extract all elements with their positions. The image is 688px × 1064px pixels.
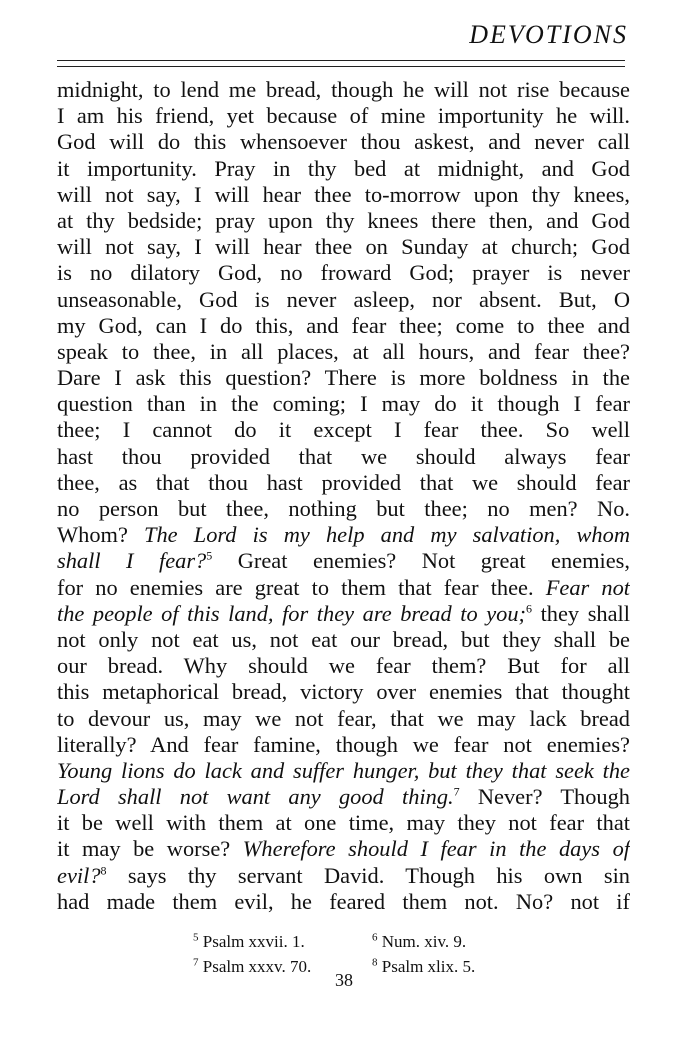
text-segment: speak to thee, in all places, at all hours, and fear thee? [57,338,630,364]
text-line [57,313,630,339]
footnote-8-mark: 8 [372,956,378,969]
text-line [57,129,630,155]
footnote-7-text: Psalm xxxv. 70. [198,957,312,976]
text-segment: they shall [532,600,630,626]
text-segment: God will do this whensoever thou askest, and never call [57,129,630,155]
text-line [57,627,630,653]
text-segment: thee, as that thou hast provided that we should fear [57,469,630,495]
text-line [57,889,630,915]
text-segment: will not say, I will hear thee to-morrow upon thy knees, [57,181,630,207]
text-line [57,339,630,365]
text-line [57,156,630,182]
text-segment: my God, can I do this, and fear thee; come to thee and [57,312,630,338]
text-segment: not only not eat us, not eat our bread, but they shall be [57,626,630,652]
footnote-5-mark: 5 [193,931,199,944]
footnote-6-mark: 6 [372,931,378,944]
text-line [57,601,630,627]
text-line [57,836,630,862]
footnote-reference: 5 [206,548,213,563]
text-line [57,653,630,679]
text-segment: literally? And fear famine, though we fear not enemies? [57,731,630,757]
text-line [57,522,630,548]
text-line [57,77,630,103]
text-segment: no person but thee, nothing but thee; no men? No. [57,496,630,521]
footnote-6-text: Num. xiv. 9. [377,932,467,951]
italic-quotation: Lord shall not want any good thing. [57,784,454,810]
text-segment: Great enemies? Not great enemies, [212,548,630,574]
text-line [57,182,630,208]
text-segment: says thy servant David. Though his own sin [106,862,630,888]
text-line [57,575,630,601]
text-line [57,548,630,574]
text-line [57,758,630,784]
text-segment: this metaphorical bread, victory over enemies that thought [57,679,630,705]
text-line [57,260,630,286]
text-segment: will not say, I will hear thee on Sunday at church; God [57,234,630,260]
text-segment: unseasonable, God is never asleep, nor absent. But, O [57,286,630,312]
text-segment: Never? Though [459,784,630,810]
text-segment: Dare I ask this question? There is more boldness in the [57,365,630,391]
text-segment: hast thou provided that we should always fear [57,443,630,469]
text-segment: Whom? [57,522,145,548]
footnote-6 [372,929,466,954]
header-rule-top [57,60,625,61]
italic-quotation: The Lord is my help and my salvation, whom [144,522,630,548]
page-number: 38 [335,970,353,990]
body-text [57,77,630,915]
text-segment: it be well with them at one time, may they not fear that [57,810,630,836]
footnote-8-text: Psalm xlix. 5. [377,957,476,976]
text-segment: at thy bedside; pray upon thy knees there then, and God [57,207,630,233]
text-line [57,706,630,732]
footnote-5-text: Psalm xxvii. 1. [198,932,305,951]
italic-quotation: Young lions do lack and suffer hunger, but they that seek the [57,757,630,783]
running-title: DEVOTIONS [469,20,628,49]
text-line [57,208,630,234]
text-line [57,417,630,443]
text-segment: it importunity. Pray in thy bed at midnight, and God [57,155,630,181]
text-line [57,496,630,522]
footnote-5 [193,929,305,954]
italic-quotation: shall I fear? [57,548,207,574]
text-segment: I am his friend, yet because of mine importunity he will. [57,103,630,129]
text-segment: midnight, to lend me bread, though he will not rise because [57,77,630,102]
footnote-reference: 7 [453,784,460,799]
text-segment: our bread. Why should we fear them? But for all [57,653,630,679]
footnote-reference: 8 [100,863,107,878]
text-line [57,234,630,260]
text-segment: thee; I cannot do it except I fear thee. So well [57,417,630,443]
text-segment: question than in the coming; I may do it though I fear [57,391,630,417]
text-line [57,863,630,889]
italic-quotation: Wherefore should I fear in the days of [242,836,630,862]
header-rule-bottom [57,66,625,67]
footnote-reference: 6 [526,601,532,616]
text-line [57,679,630,705]
italic-quotation: evil? [57,862,101,888]
text-segment: to devour us, may we not fear, that we may lack bread [57,705,630,731]
text-segment: for no enemies are great to them that fear thee. [57,574,546,600]
text-line [57,287,630,313]
text-line [57,444,630,470]
text-line [57,732,630,758]
text-line [57,103,630,129]
text-line [57,784,630,810]
footnote-7-mark: 7 [193,956,199,969]
text-line [57,470,630,496]
text-segment: is no dilatory God, no froward God; prayer is never [57,260,630,286]
italic-quotation: the people of this land, for they are bread to you; [57,600,526,626]
italic-quotation: Fear not [545,574,630,600]
text-segment: it may be worse? [57,836,243,862]
text-line [57,810,630,836]
text-segment: had made them evil, he feared them not. No? not if [57,888,630,914]
text-line [57,365,630,391]
text-line [57,391,630,417]
